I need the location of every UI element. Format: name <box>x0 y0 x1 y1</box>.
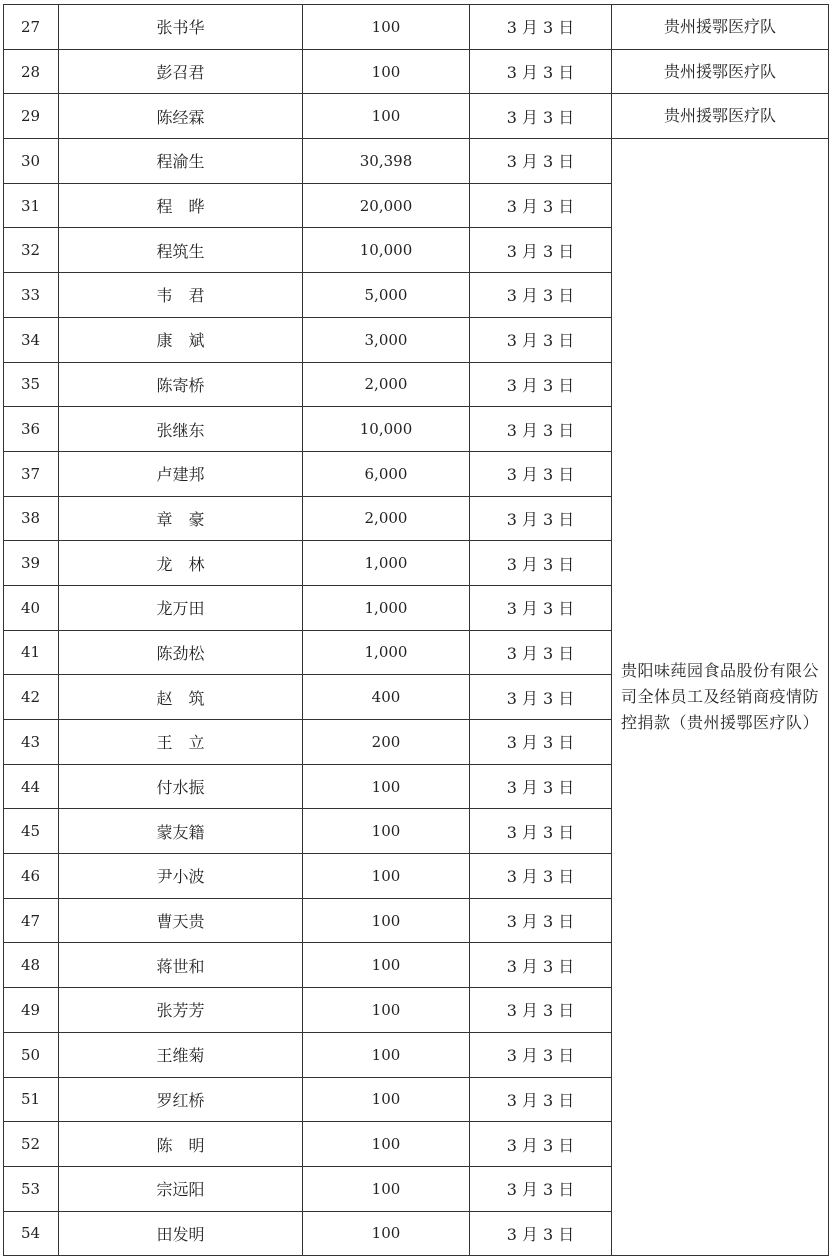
donation-date: 3 月 3 日 <box>470 451 612 496</box>
donation-note: 贵州援鄂医疗队 <box>612 49 829 94</box>
donation-date: 3 月 3 日 <box>470 94 612 139</box>
donor-name: 康 斌 <box>59 317 303 362</box>
row-number: 31 <box>4 183 59 228</box>
donation-date: 3 月 3 日 <box>470 988 612 1033</box>
donation-date: 3 月 3 日 <box>470 764 612 809</box>
donor-name: 彭召君 <box>59 49 303 94</box>
donation-amount: 100 <box>303 49 470 94</box>
donation-amount: 100 <box>303 988 470 1033</box>
donor-name: 蒋世和 <box>59 943 303 988</box>
donation-date: 3 月 3 日 <box>470 630 612 675</box>
donation-amount: 100 <box>303 1077 470 1122</box>
donor-name: 程筑生 <box>59 228 303 273</box>
donation-amount: 100 <box>303 898 470 943</box>
donation-date: 3 月 3 日 <box>470 5 612 50</box>
row-number: 30 <box>4 139 59 184</box>
row-number: 33 <box>4 273 59 318</box>
row-number: 46 <box>4 854 59 899</box>
donation-amount: 100 <box>303 94 470 139</box>
row-number: 49 <box>4 988 59 1033</box>
donation-table <box>3 4 829 1256</box>
donor-name: 程 晔 <box>59 183 303 228</box>
donation-amount: 100 <box>303 5 470 50</box>
donation-note: 贵州援鄂医疗队 <box>612 94 829 139</box>
donation-amount: 100 <box>303 854 470 899</box>
donation-date: 3 月 3 日 <box>470 898 612 943</box>
donation-amount: 2,000 <box>303 496 470 541</box>
donation-amount: 2,000 <box>303 362 470 407</box>
donation-amount: 20,000 <box>303 183 470 228</box>
donor-name: 陈 明 <box>59 1122 303 1167</box>
donor-name: 蒙友籍 <box>59 809 303 854</box>
donation-note: 贵州援鄂医疗队 <box>612 5 829 50</box>
donor-name: 曹天贵 <box>59 898 303 943</box>
donation-date: 3 月 3 日 <box>470 1211 612 1256</box>
donation-date: 3 月 3 日 <box>470 585 612 630</box>
donation-date: 3 月 3 日 <box>470 496 612 541</box>
donation-amount: 10,000 <box>303 407 470 452</box>
donor-name: 罗红桥 <box>59 1077 303 1122</box>
row-number: 38 <box>4 496 59 541</box>
donor-name: 王维菊 <box>59 1032 303 1077</box>
donor-name: 田发明 <box>59 1211 303 1256</box>
row-number: 34 <box>4 317 59 362</box>
donation-amount: 10,000 <box>303 228 470 273</box>
donor-name: 张继东 <box>59 407 303 452</box>
row-number: 51 <box>4 1077 59 1122</box>
donation-amount: 100 <box>303 1211 470 1256</box>
donation-date: 3 月 3 日 <box>470 273 612 318</box>
donation-date: 3 月 3 日 <box>470 362 612 407</box>
donation-amount: 6,000 <box>303 451 470 496</box>
donation-amount: 1,000 <box>303 585 470 630</box>
donation-date: 3 月 3 日 <box>470 675 612 720</box>
row-number: 41 <box>4 630 59 675</box>
donation-date: 3 月 3 日 <box>470 228 612 273</box>
donor-name: 龙 林 <box>59 541 303 586</box>
row-number: 53 <box>4 1166 59 1211</box>
donation-date: 3 月 3 日 <box>470 317 612 362</box>
donation-date: 3 月 3 日 <box>470 407 612 452</box>
donation-date: 3 月 3 日 <box>470 854 612 899</box>
donor-name: 尹小波 <box>59 854 303 899</box>
donor-name: 陈劲松 <box>59 630 303 675</box>
donor-name: 程渝生 <box>59 139 303 184</box>
donor-name: 付水振 <box>59 764 303 809</box>
donor-name: 韦 君 <box>59 273 303 318</box>
donor-name: 龙万田 <box>59 585 303 630</box>
row-number: 32 <box>4 228 59 273</box>
donation-date: 3 月 3 日 <box>470 809 612 854</box>
donation-amount: 100 <box>303 1122 470 1167</box>
group-note-cell <box>612 139 829 1256</box>
donation-date: 3 月 3 日 <box>470 183 612 228</box>
donation-date: 3 月 3 日 <box>470 1077 612 1122</box>
donation-amount: 100 <box>303 943 470 988</box>
row-number: 29 <box>4 94 59 139</box>
donation-table-body <box>4 5 829 1256</box>
donation-amount: 100 <box>303 764 470 809</box>
table-row <box>4 49 829 94</box>
donor-name: 陈寄桥 <box>59 362 303 407</box>
row-number: 39 <box>4 541 59 586</box>
donor-name: 张书华 <box>59 5 303 50</box>
donation-date: 3 月 3 日 <box>470 541 612 586</box>
row-number: 48 <box>4 943 59 988</box>
row-number: 47 <box>4 898 59 943</box>
row-number: 52 <box>4 1122 59 1167</box>
row-number: 44 <box>4 764 59 809</box>
donation-amount: 1,000 <box>303 630 470 675</box>
donation-date: 3 月 3 日 <box>470 720 612 765</box>
table-row <box>4 139 829 184</box>
row-number: 37 <box>4 451 59 496</box>
donation-date: 3 月 3 日 <box>470 139 612 184</box>
donor-name: 章 豪 <box>59 496 303 541</box>
donation-amount: 5,000 <box>303 273 470 318</box>
row-number: 43 <box>4 720 59 765</box>
donation-amount: 400 <box>303 675 470 720</box>
donor-name: 张芳芳 <box>59 988 303 1033</box>
donation-amount: 200 <box>303 720 470 765</box>
table-row <box>4 94 829 139</box>
row-number: 45 <box>4 809 59 854</box>
donation-date: 3 月 3 日 <box>470 1032 612 1077</box>
row-number: 27 <box>4 5 59 50</box>
donation-amount: 100 <box>303 809 470 854</box>
donation-date: 3 月 3 日 <box>470 1166 612 1211</box>
donor-name: 陈经霖 <box>59 94 303 139</box>
row-number: 35 <box>4 362 59 407</box>
donation-amount: 1,000 <box>303 541 470 586</box>
row-number: 42 <box>4 675 59 720</box>
donor-name: 宗远阳 <box>59 1166 303 1211</box>
donor-name: 卢建邦 <box>59 451 303 496</box>
group-donation-note: 贵阳味莼园食品股份有限公司全体员工及经销商疫情防控捐款（贵州援鄂医疗队） <box>620 661 819 733</box>
donation-amount: 3,000 <box>303 317 470 362</box>
donation-amount: 30,398 <box>303 139 470 184</box>
row-number: 50 <box>4 1032 59 1077</box>
donation-amount: 100 <box>303 1032 470 1077</box>
donation-date: 3 月 3 日 <box>470 49 612 94</box>
row-number: 36 <box>4 407 59 452</box>
donation-amount: 100 <box>303 1166 470 1211</box>
donor-name: 赵 筑 <box>59 675 303 720</box>
donor-name: 王 立 <box>59 720 303 765</box>
row-number: 54 <box>4 1211 59 1256</box>
row-number: 40 <box>4 585 59 630</box>
donation-date: 3 月 3 日 <box>470 1122 612 1167</box>
donation-date: 3 月 3 日 <box>470 943 612 988</box>
table-row <box>4 5 829 50</box>
row-number: 28 <box>4 49 59 94</box>
